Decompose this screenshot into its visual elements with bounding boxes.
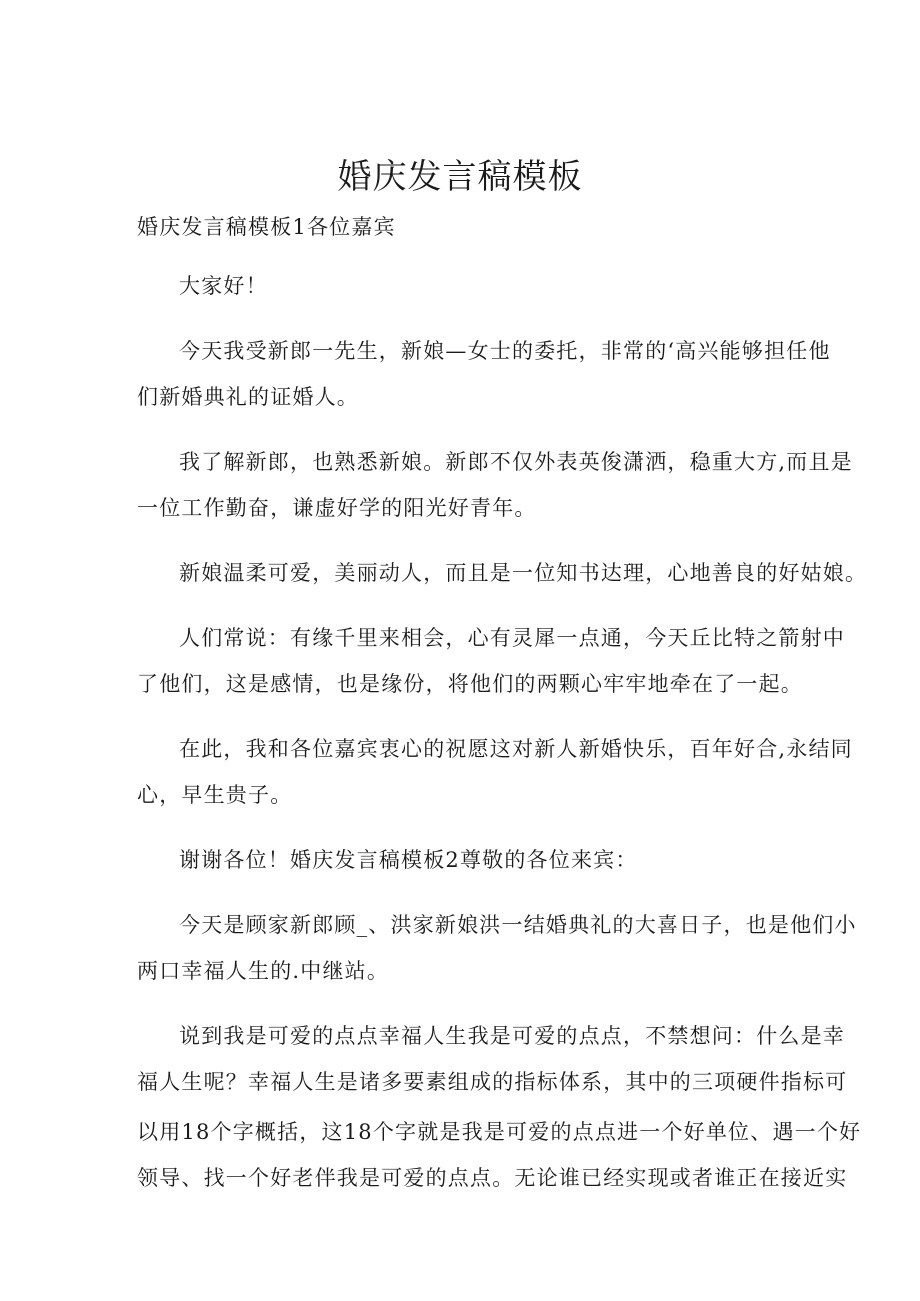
text-line: 我了解新郎，也熟悉新娘。新郎不仅外表英俊潇洒，稳重大方,而且是 [179,450,853,474]
text-line: 谢谢各位！婚庆发言稿模板2尊敬的各位来宾： [179,848,638,872]
text-line: 福人生呢？幸福人生是诸多要素组成的指标体系，其中的三项硬件指标可 [137,1070,848,1094]
text-line: 今天我受新郎一先生，新娘—女士的委托，非常的‘高兴能够担任他 [179,339,831,363]
text-line: 今天是顾家新郎顾_、洪家新娘洪一结婚典礼的大喜日子，也是他们小 [179,913,857,937]
text-line: 了他们，这是感情，也是缘份，将他们的两颗心牢牢地牵在了一起。 [137,672,803,696]
document-title: 婚庆发言稿模板 [337,157,583,197]
text-line: 领导、找一个好老伴我是可爱的点点。无论谁已经实现或者谁正在接近实 [137,1166,848,1190]
text-line: 以用18个字概括，这18个字就是我是可爱的点点进一个好单位、遇一个好 [137,1120,862,1144]
text-line: 心，早生贵子。 [137,783,293,807]
text-line: 人们常说：有缘千里来相会，心有灵犀一点通，今天丘比特之箭射中 [179,626,845,650]
text-line: 在此，我和各位嘉宾衷心的祝愿这对新人新婚快乐，百年好合,永结同 [179,737,853,761]
text-line: 说到我是可爱的点点幸福人生我是可爱的点点，不禁想问：什么是幸 [179,1024,845,1048]
text-line: 大家好！ [179,274,268,298]
text-line: 一位工作勤奋，谦虚好学的阳光好青年。 [137,496,537,520]
text-line: 们新婚典礼的证婚人。 [137,385,359,409]
text-line: 两口幸福人生的.中继站。 [137,959,390,983]
text-line: 新娘温柔可爱，美丽动人，而且是一位知书达理，心地善良的好姑娘。 [179,561,868,585]
text-line: 婚庆发言稿模板1各位嘉宾 [137,215,396,239]
